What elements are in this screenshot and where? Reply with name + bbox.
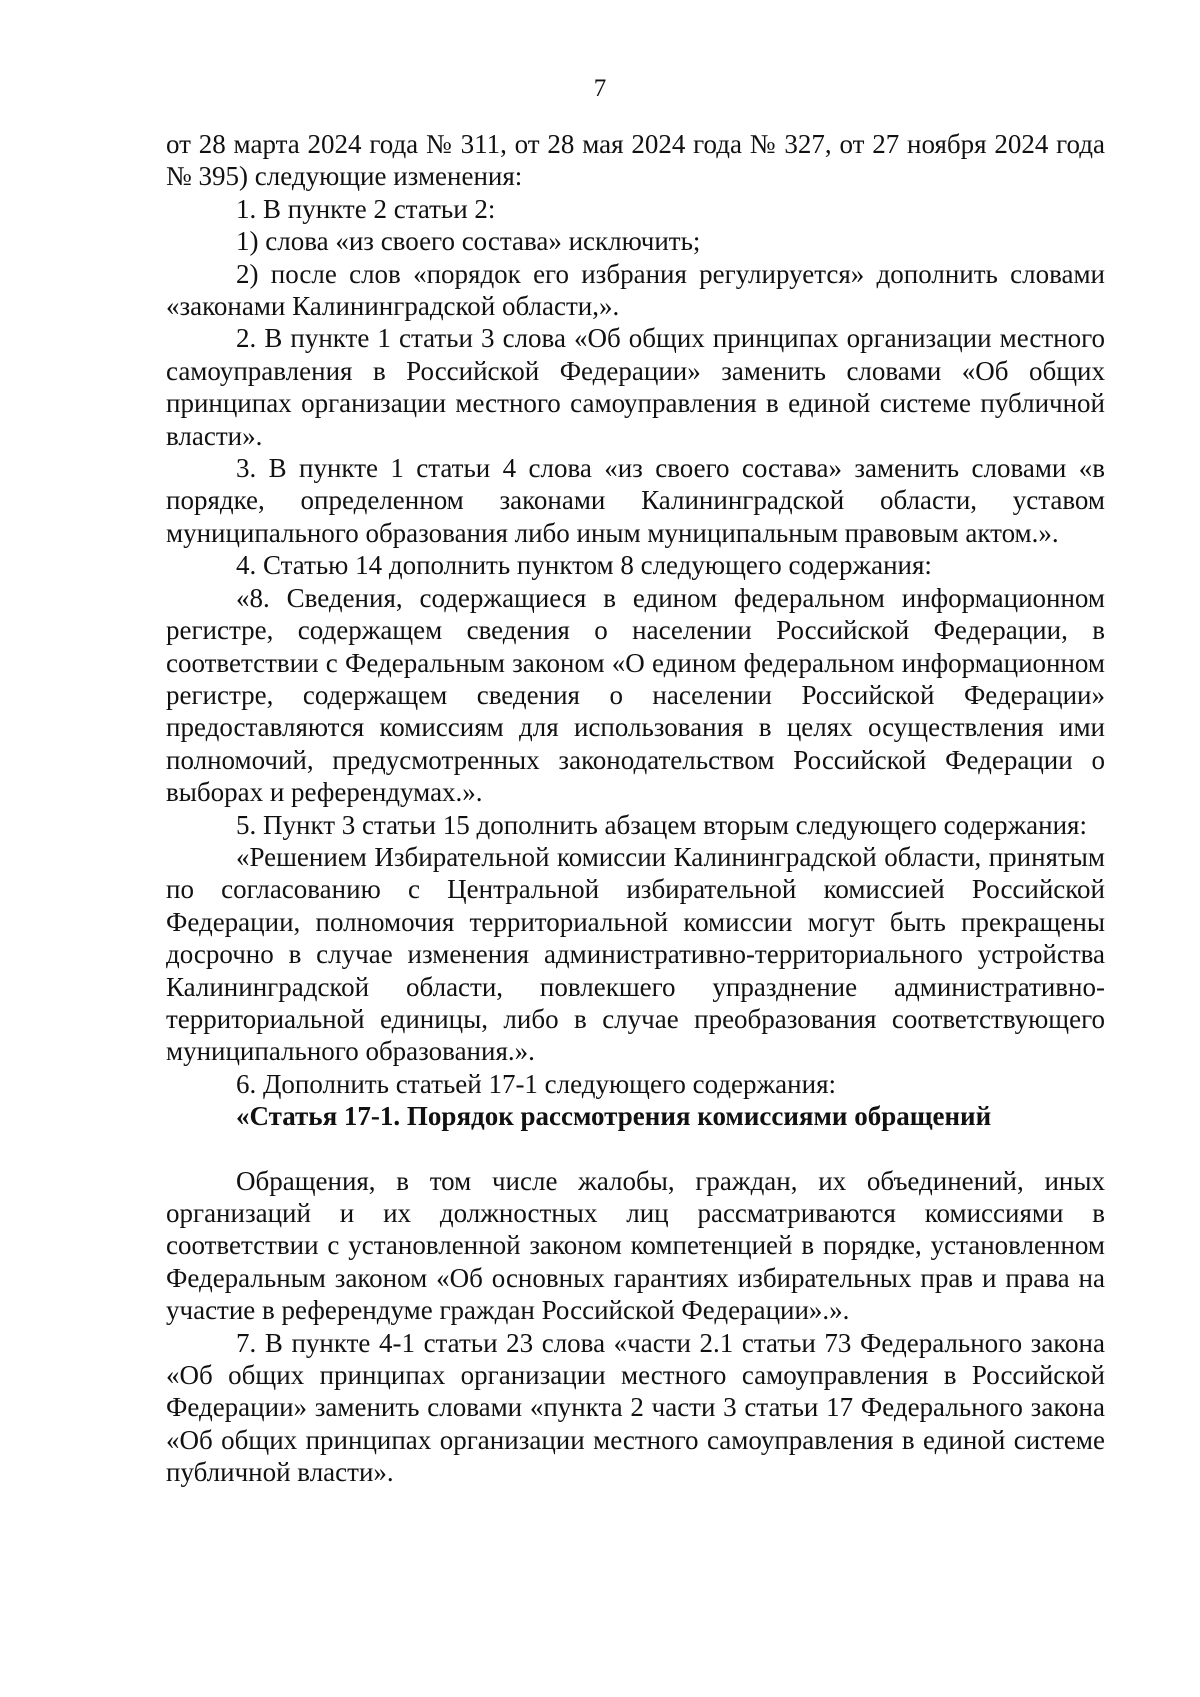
- paragraph-item-2: 2. В пункте 1 статьи 3 слова «Об общих принципах организации местного самоуправления в Российской Федерации» заменить словами «Об общих принципах организации местного самоуправления в единой системе публичной власти».: [166, 323, 1105, 451]
- paragraph-item-4: 4. Статью 14 дополнить пунктом 8 следующего содержания:: [236, 550, 932, 581]
- paragraph-item-1: 1. В пункте 2 статьи 2:: [236, 193, 496, 224]
- paragraph-item-7: 7. В пункте 4-1 статьи 23 слова «части 2.1 статьи 73 Федерального закона «Об общих принципах организации местного самоуправления в Российской Федерации» заменить словами «пункта 2 части 3 статьи 17 Федерального закона «Об общих принципах организации местного самоуправления в единой системе публичной власти».: [166, 1327, 1105, 1488]
- paragraph-item-6: 6. Дополнить статьей 17-1 следующего содержания:: [236, 1068, 836, 1099]
- paragraph-subitem-1: 1) слова «из своего состава» исключить;: [236, 226, 701, 257]
- paragraph-article-text: Обращения, в том числе жалобы, граждан, их объединений, иных организаций и их должностных лиц рассматриваются комиссиями в соответствии с установленной законом компетенцией в порядке, установленном Федеральным законом «Об основных гарантиях избирательных прав и права на участие в референдуме граждан Российской Федерации».».: [166, 1165, 1105, 1326]
- paragraph-continuation: от 28 марта 2024 года № 311, от 28 мая 2024 года № 327, от 27 ноября 2024 года № 395) следующие изменения:: [166, 129, 1105, 192]
- document-body: [166, 128, 1105, 1489]
- page-number: 7: [593, 75, 607, 102]
- article-heading: «Статья 17-1. Порядок рассмотрения комиссиями обращений: [236, 1101, 992, 1132]
- paragraph-item-3: 3. В пункте 1 статьи 4 слова «из своего состава» заменить словами «в порядке, определенном законами Калининградской области, уставом муниципального образования либо иным муниципальным правовым актом.».: [166, 453, 1105, 548]
- paragraph-item-5: 5. Пункт 3 статьи 15 дополнить абзацем вторым следующего содержания:: [236, 809, 1087, 840]
- paragraph-subitem-2: 2) после слов «порядок его избрания регулируется» дополнить словами «законами Калининградской области,».: [166, 258, 1105, 322]
- paragraph-quoted-decision: «Решением Избирательной комиссии Калининградской области, принятым по согласованию с Центральной избирательной комиссией Российской Федерации, полномочия территориальной комиссии могут быть прекращены досрочно в случае изменения административно-территориального устройства Калининградской области, повлекшего упразднение административно-территориальной единицы, либо в случае преобразования соответствующего муниципального образования.».: [166, 841, 1105, 1067]
- paragraph-quoted-clause-8: «8. Сведения, содержащиеся в едином федеральном информационном регистре, содержащем сведения о населении Российской Федерации, в соответствии с Федеральным законом «О едином федеральном информационном регистре, содержащем сведения о населении Российской Федерации» предоставляются комиссиям для использования в целях осуществления ими полномочий, предусмотренных законодательством Российской Федерации о выборах и референдумах.».: [166, 582, 1105, 808]
